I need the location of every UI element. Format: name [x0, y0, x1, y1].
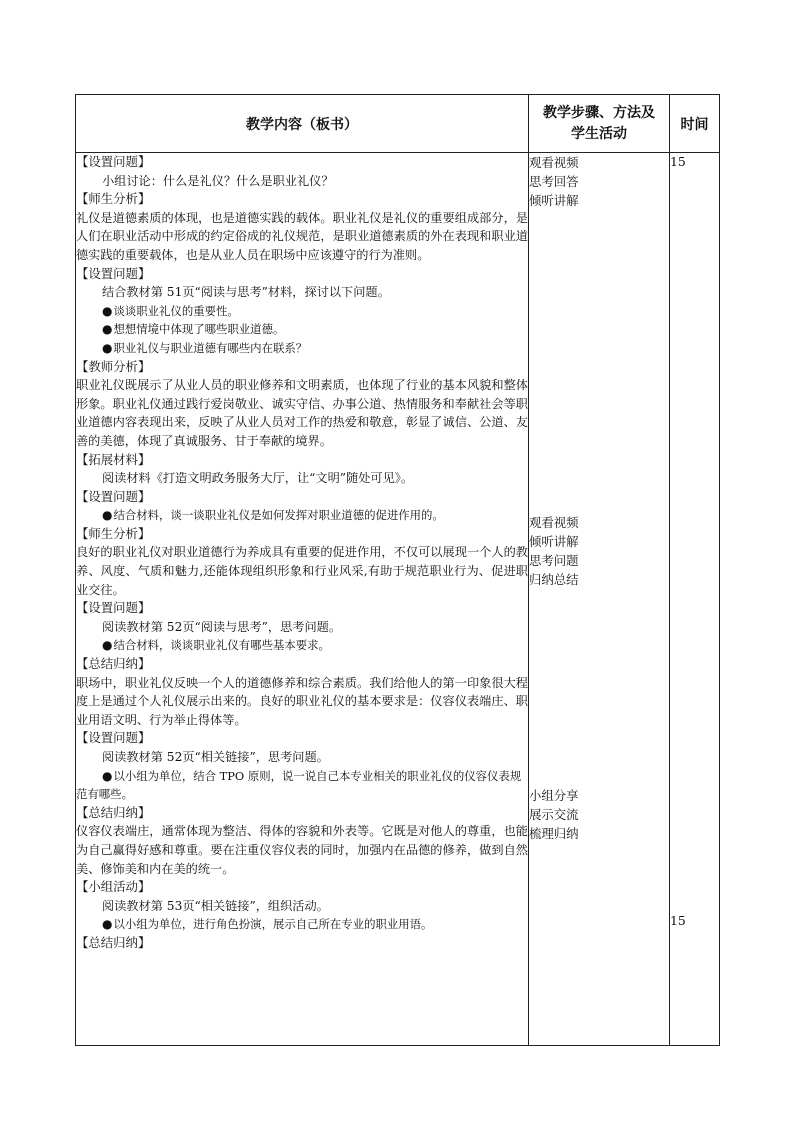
bullet-item — [76, 320, 528, 339]
bullet-dot-icon: ● — [102, 768, 113, 783]
steps-group-2 — [529, 513, 579, 589]
bullet-dot-icon: ● — [102, 917, 113, 932]
table-body-row — [76, 153, 720, 1046]
bullet-text: 职业礼仪与职业道德有哪些内在联系？ — [113, 340, 308, 355]
bullet-item — [76, 636, 528, 655]
time-value-1: 15 — [670, 154, 686, 169]
steps-group-3 — [529, 786, 579, 843]
step-item: 小组分享 — [529, 788, 579, 803]
analysis-paragraph: 良好的职业礼仪对职业道德行为养成具有重要的促进作用，不仅可以展现一个人的教养、风度、气质和魅力,还能体现组织形象和行业风采,有助于规范职业行为、促进职业交往。 — [76, 545, 528, 597]
teaching-content-cell — [76, 153, 529, 1046]
section-heading: 【设置问题】 — [76, 730, 151, 746]
step-item: 观看视频 — [529, 155, 579, 170]
section-heading: 【设置问题】 — [76, 265, 151, 281]
analysis-paragraph: 礼仪是道德素质的体现，也是道德实践的载体。职业礼仪是礼仪的重要组成部分，是人们在职业活动中形成的约定俗成的礼仪规范，是职业道德素质的外在表现和职业道德实践的重要载体，也是从业人员在职场中应该遵守的行为准则。 — [76, 210, 528, 262]
header-steps-methods — [529, 95, 670, 153]
bullet-item — [76, 915, 528, 934]
table-header-row — [76, 95, 720, 153]
bullet-text: 以小组为单位，结合 TPO 原则，说一说自己本专业相关的职业礼仪的仪容仪表规范有哪些。 — [76, 768, 522, 802]
bullet-text: 以小组为单位，进行角色扮演，展示自己所在专业的职业用语。 — [113, 917, 433, 932]
bullet-item — [76, 767, 528, 804]
analysis-paragraph: 职业礼仪既展示了从业人员的职业修养和文明素质，也体现了行业的基本风貌和整体形象。职业礼仪通过践行爱岗敬业、诚实守信、办事公道、热情服务和奉献社会等职业道德内容表现出来，反映了从业人员对工作的热爱和敬意，彰显了诚信、公道、友善的美德，体现了真诚服务、甘于奉献的境界。 — [76, 378, 528, 448]
section-heading: 【总结归纳】 — [76, 934, 151, 950]
indented-line: 阅读材料《打造文明政务服务大厅，让“文明”随处可见》。 — [102, 471, 414, 486]
section-heading: 【小组活动】 — [76, 879, 151, 895]
analysis-paragraph: 仪容仪表端庄，通常体现为整洁、得体的容貌和外表等。它既是对他人的尊重，也能为自己赢得好感和尊重。要在注重仪容仪表的同时，加强内在品德的修养，做到自然美、修饰美和内在美的统一。 — [76, 824, 528, 876]
header-steps-line1: 教学步骤、方法及 — [543, 104, 655, 121]
lesson-plan-table — [75, 94, 720, 1046]
bullet-dot-icon: ● — [102, 508, 113, 523]
time-cell — [670, 153, 720, 1046]
bullet-text: 结合材料，谈一谈职业礼仪是如何发挥对职业道德的促进作用的。 — [113, 508, 444, 523]
step-item: 倾听讲解 — [529, 193, 579, 208]
bullet-text: 谈谈职业礼仪的重要性。 — [113, 303, 239, 318]
bullet-text: 想想情境中体现了哪些职业道德。 — [113, 322, 285, 337]
section-heading: 【总结归纳】 — [76, 804, 151, 820]
step-item: 展示交流 — [529, 807, 579, 822]
bullet-item — [76, 506, 528, 525]
section-heading: 【师生分析】 — [76, 525, 151, 541]
indented-line: 小组讨论：什么是礼仪？什么是职业礼仪？ — [102, 173, 334, 188]
analysis-paragraph: 职场中，职业礼仪反映一个人的道德修养和综合素质。我们给他人的第一印象很大程度上是通过个人礼仪展示出来的。良好的职业礼仪的基本要求是：仪容仪表端庄、职业用语文明、行为举止得体等。 — [76, 675, 528, 727]
bullet-dot-icon: ● — [102, 638, 113, 653]
time-value-2: 15 — [670, 913, 686, 928]
section-heading: 【设置问题】 — [76, 488, 151, 504]
step-item: 倾听讲解 — [529, 534, 579, 549]
header-steps-line2: 学生活动 — [571, 125, 627, 142]
section-heading: 【师生分析】 — [76, 191, 151, 207]
step-item: 观看视频 — [529, 515, 579, 530]
steps-group-1 — [529, 153, 579, 210]
header-time: 时间 — [670, 95, 720, 153]
step-item: 归纳总结 — [529, 572, 579, 587]
indented-line: 阅读教材第 52页“相关链接”，思考问题。 — [102, 750, 329, 764]
step-item: 梳理归纳 — [529, 826, 579, 841]
section-heading: 【总结归纳】 — [76, 656, 151, 672]
bullet-dot-icon: ● — [102, 303, 113, 318]
step-item: 思考回答 — [529, 174, 579, 189]
bullet-item — [76, 339, 528, 358]
section-heading: 【设置问题】 — [76, 154, 151, 169]
bullet-item — [76, 302, 528, 321]
bullet-dot-icon: ● — [102, 340, 113, 355]
step-item: 思考问题 — [529, 553, 579, 568]
section-heading: 【教师分析】 — [76, 358, 151, 374]
section-heading: 【设置问题】 — [76, 600, 151, 616]
indented-line: 阅读教材第 52页“阅读与思考”，思考问题。 — [102, 619, 342, 634]
steps-cell — [529, 153, 670, 1046]
header-teaching-content: 教学内容（板书） — [76, 95, 529, 153]
section-heading: 【拓展材料】 — [76, 451, 151, 467]
bullet-dot-icon: ● — [102, 322, 113, 337]
indented-line: 结合教材第 51页“阅读与思考”材料，探讨以下问题。 — [102, 285, 390, 300]
bullet-text: 结合材料，谈谈职业礼仪有哪些基本要求。 — [113, 638, 330, 653]
indented-line: 阅读教材第 53页“相关链接”，组织活动。 — [102, 898, 329, 913]
